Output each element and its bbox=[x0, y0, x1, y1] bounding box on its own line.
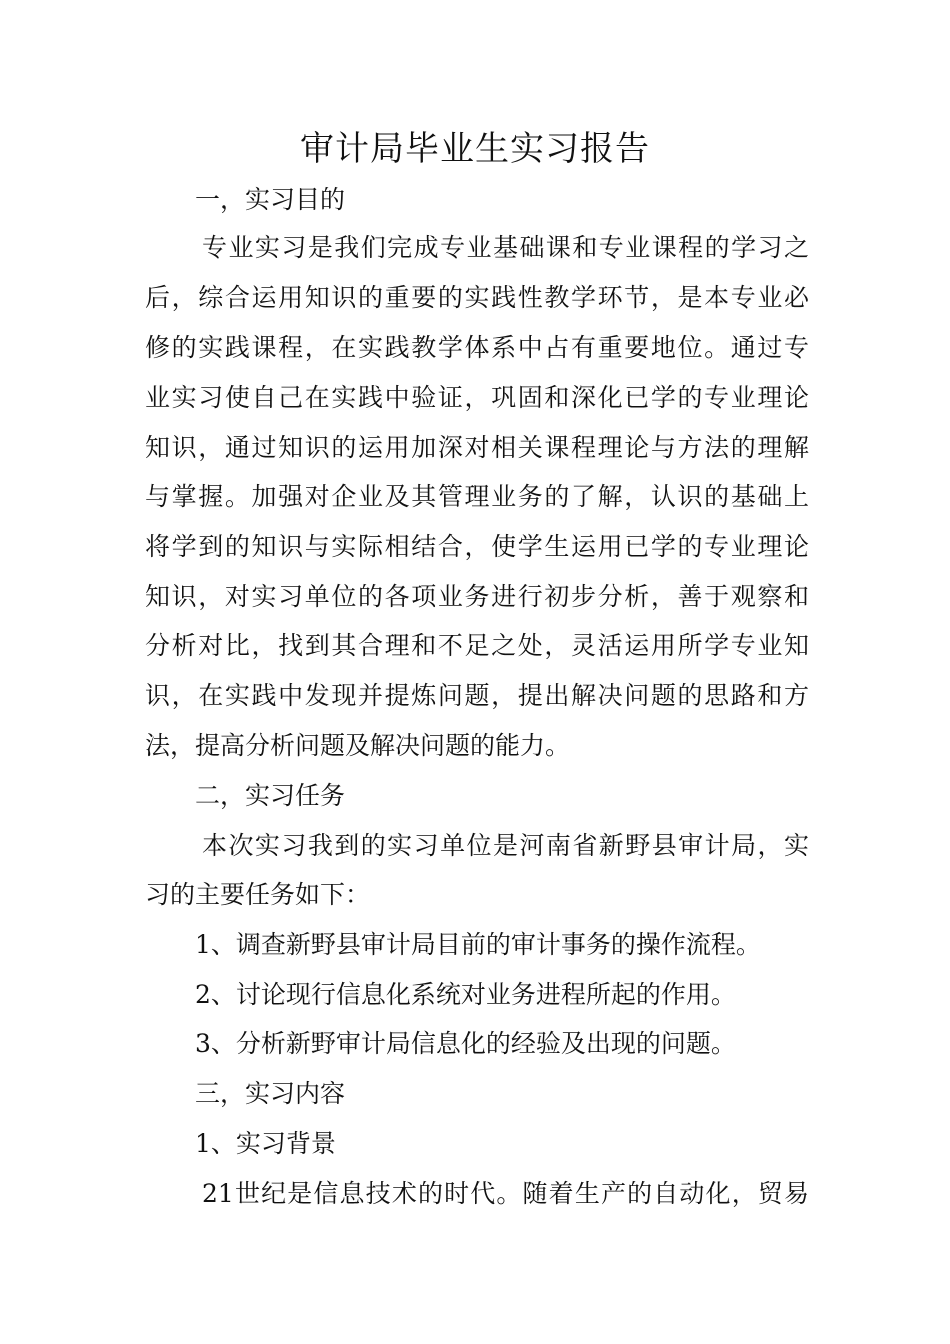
paragraph-line: 修的实践课程，在实践教学体系中占有重要地位。通过专 bbox=[145, 333, 809, 362]
paragraph-line: 习的主要任务如下： bbox=[145, 880, 371, 909]
paragraph-line: 将学到的知识与实际相结合，使学生运用已学的专业理论 bbox=[145, 532, 809, 561]
paragraph-line: 业实习使自己在实践中验证，巩固和深化已学的专业理论 bbox=[145, 383, 809, 412]
paragraph-line: 与掌握。加强对企业及其管理业务的了解，认识的基础上 bbox=[145, 482, 809, 511]
section-heading-1: 一，实习目的 bbox=[195, 185, 346, 214]
task-item-1: 1、调查新野县审计局目前的审计事务的操作流程。 bbox=[195, 930, 761, 959]
task-item-2: 2、讨论现行信息化系统对业务进程所起的作用。 bbox=[195, 980, 736, 1009]
paragraph-line: 21世纪是信息技术的时代。随着生产的自动化，贸易 bbox=[202, 1179, 809, 1208]
paragraph-line: 知识，对实习单位的各项业务进行初步分析，善于观察和 bbox=[145, 582, 809, 611]
paragraph-line: 后，综合运用知识的重要的实践性教学环节，是本专业必 bbox=[145, 283, 809, 312]
document-title: 审计局毕业生实习报告 bbox=[300, 129, 650, 169]
paragraph-line: 本次实习我到的实习单位是河南省新野县审计局，实 bbox=[202, 831, 809, 860]
paragraph-line: 知识，通过知识的运用加深对相关课程理论与方法的理解 bbox=[145, 433, 809, 462]
section-heading-2: 二，实习任务 bbox=[195, 781, 346, 810]
task-item-3: 3、分析新野审计局信息化的经验及出现的问题。 bbox=[195, 1029, 736, 1058]
paragraph-line: 分析对比，找到其合理和不足之处，灵活运用所学专业知 bbox=[145, 631, 809, 660]
section-heading-3: 三，实习内容 bbox=[195, 1079, 346, 1108]
subsection-heading: 1、实习背景 bbox=[195, 1129, 336, 1158]
paragraph-line: 专业实习是我们完成专业基础课和专业课程的学习之 bbox=[202, 233, 809, 262]
paragraph-line: 识，在实践中发现并提炼问题，提出解决问题的思路和方 bbox=[145, 681, 809, 710]
paragraph-line: 法，提高分析问题及解决问题的能力。 bbox=[145, 731, 571, 760]
